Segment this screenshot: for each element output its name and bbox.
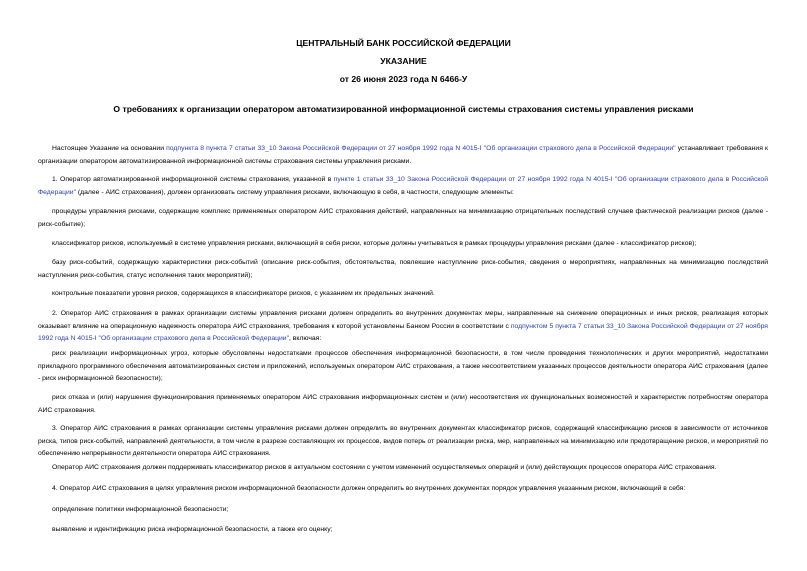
issuer-heading: ЦЕНТРАЛЬНЫЙ БАНК РОССИЙСКОЙ ФЕДЕРАЦИИ (296, 38, 511, 48)
p1-law-link[interactable]: пункте 1 статьи 33_10 Закона Российской Федерации от 27 ноября 1992 года N 4015-I "Об организации страхового дела в Российской Федерации" (38, 176, 769, 196)
intro-text-after: устанавливает требования к организации оператором автоматизированной информационной системы страхования системы управления рисками. (38, 145, 768, 165)
p2-text-after: , включая: (289, 335, 322, 343)
paragraph-1 (38, 174, 768, 199)
intro-text-before: Настоящее Указание на основании (52, 145, 167, 152)
p2-text-before: 2. Оператор АИС страхования в рамках организации системы управления рисками должен определить во внутренних документах меры, направленные на снижение операционных и иных рисков, реализация которых оказывает влияние на операционную надежность оператора АИС страхования, требования к которой установлены Банком России в соответствии с (38, 310, 768, 330)
paragraph-2 (38, 308, 768, 346)
p1-text-before: 1. Оператор автоматизированной информационной системы страхования, указанной в (52, 176, 334, 183)
p1-text-after: (далее - АИС страхования), должен организовать систему управления рисками, включающую в себя, в частности, следующие элементы: (76, 188, 514, 196)
p2-item: риск отказа и (или) нарушения функционирования применяемых оператором АИС страхования информационных систем и (или) несоответствия их функциональных возможностей и характеристик потребностям оператора АИС страхования. (38, 394, 768, 414)
p4-item: определение политики информационной безопасности; (52, 506, 229, 513)
document-title: О требованиях к организации оператором автоматизированной информационной системы страхования системы управления рисками (113, 104, 694, 114)
paragraph-4: 4. Оператор АИС страхования в целях управления риском информационной безопасности должен определить во внутренних документах порядок управления указанным риском, включающий в себя: (52, 485, 686, 492)
p2-law-link[interactable]: подпунктом 5 пункта 7 статьи 33_10 Закона Российской Федерации от 27 ноября 1992 года N 4015-I "Об организации страхового дела в Российской Федерации" (38, 322, 768, 343)
p4-item: выявление и идентификацию риска информационной безопасности, а также его оценку; (52, 526, 333, 533)
intro-law-link[interactable]: подпункта 8 пункта 7 статьи 33_10 Закона Российской Федерации от 27 ноября 1992 года N 4015-I "Об организации страхового дела в Российской Федерации" (166, 145, 676, 152)
p2-item: риск реализации информационных угроз, которые обусловлены недостатками процессов обеспечения информационной безопасности, в том числе проведения технологических и других мероприятий, недостатками прикладного программного обеспечения автоматизированных систем и приложений, используемых оператором АИС страхования, а также несоответствием указанных процессов деятельности оператора АИС страхования (далее - риск информационной безопасности); (38, 350, 768, 383)
date-number-heading: от 26 июня 2023 года N 6466-У (339, 74, 468, 84)
p1-item: контрольные показатели уровня рисков, содержащихся в классификаторе рисков, с указанием их предельных значений. (52, 290, 435, 297)
p1-item: базу риск-событий, содержащую характеристики риск-событий (описание риск-события, обстоятельства, повлекшие наступление риск-события, сведения о мероприятиях, направленных на минимизацию последствий наступления риск-события, статус исполнения таких мероприятий); (38, 259, 768, 279)
paragraph-3-continuation: Оператор АИС страхования должен поддерживать классификатор рисков в актуальном состоянии с учетом изменений осуществляемых операций и (или) действующих процессов оператора АИС страхования. (52, 464, 717, 471)
document-type-heading: УКАЗАНИЕ (380, 56, 427, 66)
intro-paragraph (38, 143, 768, 168)
paragraph-3: 3. Оператор АИС страхования в рамках организации системы управления рисками должен определить во внутренних документах классификатор рисков, содержащий классификацию рисков в зависимости от источников риска, типов риск-событий, направлений деятельности, в том числе в разрезе составляющих их процессов, видов потерь от реализации риска, мер, направленных на минимизацию или предотвращение рисков, и мероприятий по обеспечению непрерывности деятельности оператора АИС страхования. (38, 425, 768, 458)
p1-item: процедуры управления рисками, содержащие комплекс применяемых оператором АИС страхования действий, направленных на минимизацию отрицательных последствий случаев фактической реализации рисков (далее - риск-событие); (38, 208, 768, 228)
p1-item: классификатор рисков, используемый в системе управления рисками, включающий в себя риски, которые должны учитываться в рамках процедуры управления рисками (далее - классификатор рисков); (52, 240, 697, 247)
